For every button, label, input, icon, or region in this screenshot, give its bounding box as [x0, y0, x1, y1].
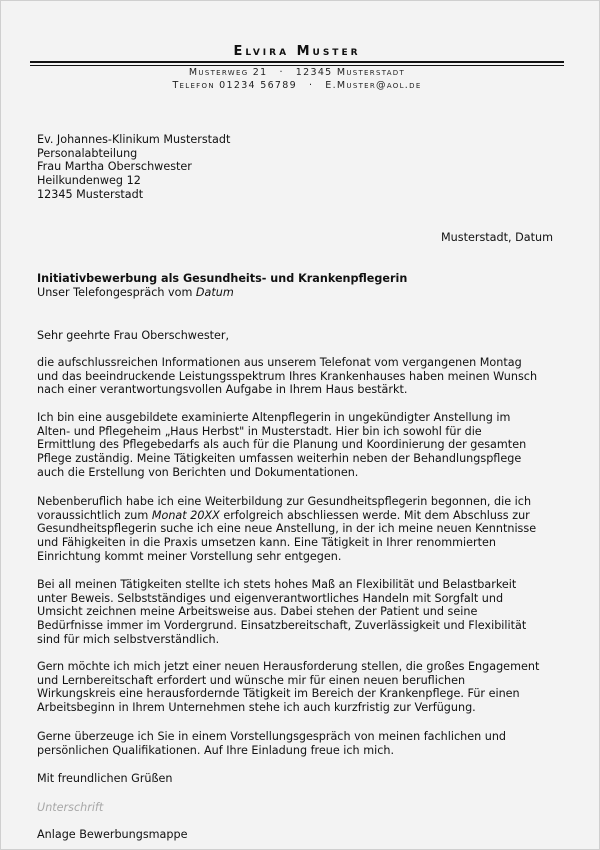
body-paragraph-1: [37, 356, 567, 397]
reference-date: Datum: [195, 285, 234, 299]
text-line: Alten- und Pflegeheim „Haus Herbst" in Musterstadt. Hier bin ich sowohl für die: [37, 424, 482, 438]
subject-reference: [37, 286, 407, 300]
sender-name: Elvira Muster: [233, 44, 361, 59]
recipient-line: Personalabteilung: [37, 146, 138, 160]
subject-title: Initiativbewerbung als Gesundheits- und Krankenpflegerin: [37, 272, 408, 285]
text-line: auch die Erstellung von Berichten und Dokumentationen.: [37, 465, 359, 479]
body-paragraph-4: [37, 578, 567, 647]
recipient-line: Frau Martha Oberschwester: [37, 160, 192, 174]
text-line: Bedürfnisse immer im Vordergrund. Einsatzbereitschaft, Zuverlässigkeit und Flexibilität: [37, 619, 527, 633]
text-line: Wirkungskreis eine herausfordernde Tätigkeit im Bereich der Krankenpflege. Für einen: [37, 687, 520, 701]
text-line: und Lernbereitschaft erfordert und wünsche mir für einen neuen beruflichen: [37, 673, 466, 687]
closing-formula: Mit freundlichen Grüßen: [37, 772, 173, 785]
text-line: Umsicht zeichnen meine Arbeitsweise aus. Dabei stehen der Patient und seine: [37, 605, 478, 619]
text-line: und Fähigkeiten in die Praxis umsetzen kann. Eine Tätigkeit in Ihrer renommierten: [37, 536, 496, 550]
sender-email: E.Muster@aol.de: [325, 80, 422, 91]
text-line: Ermittlung des Pflegebedarfs als auch für die Planung und Koordinierung der gesamten: [37, 438, 527, 452]
letterhead: [30, 44, 564, 92]
placeholder-month-year: Monat 20XX: [151, 508, 220, 522]
reference-prefix: Unser Telefongespräch vom: [37, 285, 196, 299]
body-paragraph-3: [37, 495, 567, 564]
sender-address: [30, 66, 564, 79]
enclosure-note: Anlage Bewerbungsmappe: [37, 828, 188, 841]
body-paragraph-6: [37, 730, 567, 757]
text-line: Gesundheitspflegerin suche ich eine neue Anstellung, in der ich meine neuen Kenntnisse: [37, 522, 537, 536]
text-line: nach einer verantwortungsvollen Aufgabe in Ihrem Haus bestärkt.: [37, 383, 408, 397]
text-line: Bei all meinen Tätigkeiten stellte ich stets hohes Maß an Flexibilität und Belastbarkeit: [37, 578, 517, 591]
text-fragment: voraussichtlich zum: [37, 508, 152, 522]
text-line: die aufschlussreichen Informationen aus unserem Telefonat vom vergangenen Montag: [37, 356, 522, 369]
separator-dot: ·: [308, 80, 314, 91]
body-paragraph-5: [37, 660, 567, 715]
salutation: Sehr geehrte Frau Oberschwester,: [37, 329, 230, 342]
recipient-line: Ev. Johannes-Klinikum Musterstadt: [37, 133, 231, 146]
recipient-line: 12345 Musterstadt: [37, 187, 144, 201]
recipient-address: [37, 133, 230, 202]
recipient-line: Heilkundenweg 12: [37, 174, 141, 188]
text-line: Ich bin eine ausgebildete examinierte Altenpflegerin in ungekündigter Anstellung im: [37, 411, 511, 424]
separator-dot: ·: [279, 67, 284, 78]
sender-phone: Telefon 01234 56789: [172, 80, 297, 91]
place-date: Musterstadt, Datum: [441, 231, 553, 244]
subject-block: [37, 272, 407, 299]
text-line: sind für mich selbstverständlich.: [37, 632, 220, 646]
text-line: Pflege zuständig. Meine Tätigkeiten umfassen weiterhin neben der Behandlungspflege: [37, 452, 522, 466]
text-line: unter Beweis. Selbstständiges und eigenverantwortliches Handeln mit Sorgfalt und: [37, 591, 504, 605]
text-line: Nebenberuflich habe ich eine Weiterbildung zur Gesundheitspflegerin begonnen, die ich: [37, 495, 532, 508]
text-line: Einrichtung kommt meiner Vorstellung sehr entgegen.: [37, 549, 342, 563]
text-fragment: erfolgreich abschliessen werde. Mit dem Abschluss zur: [219, 508, 530, 522]
sender-city: 12345 Musterstadt: [295, 67, 406, 78]
body-paragraph-2: [37, 411, 567, 480]
text-line: Gerne überzeuge ich Sie in einem Vorstellungsgespräch von meinen fachlichen und: [37, 730, 507, 743]
sender-contact: [30, 79, 564, 92]
text-line: und das beeindruckende Leistungsspektrum Ihres Krankenhauses haben meinen Wunsch: [37, 369, 538, 383]
text-line: persönlichen Qualifikationen. Auf Ihre Einladung freue ich mich.: [37, 743, 395, 757]
signature-placeholder: Unterschrift: [37, 801, 104, 814]
text-line: Gern möchte ich mich jetzt einer neuen Herausforderung stellen, die großes Engagement: [37, 660, 540, 673]
sender-street: Musterweg 21: [188, 67, 268, 78]
text-line: [37, 509, 567, 523]
text-line: Arbeitsbeginn in Ihrem Unternehmen stehe ich auch kurzfristig zur Verfügung.: [37, 701, 476, 715]
